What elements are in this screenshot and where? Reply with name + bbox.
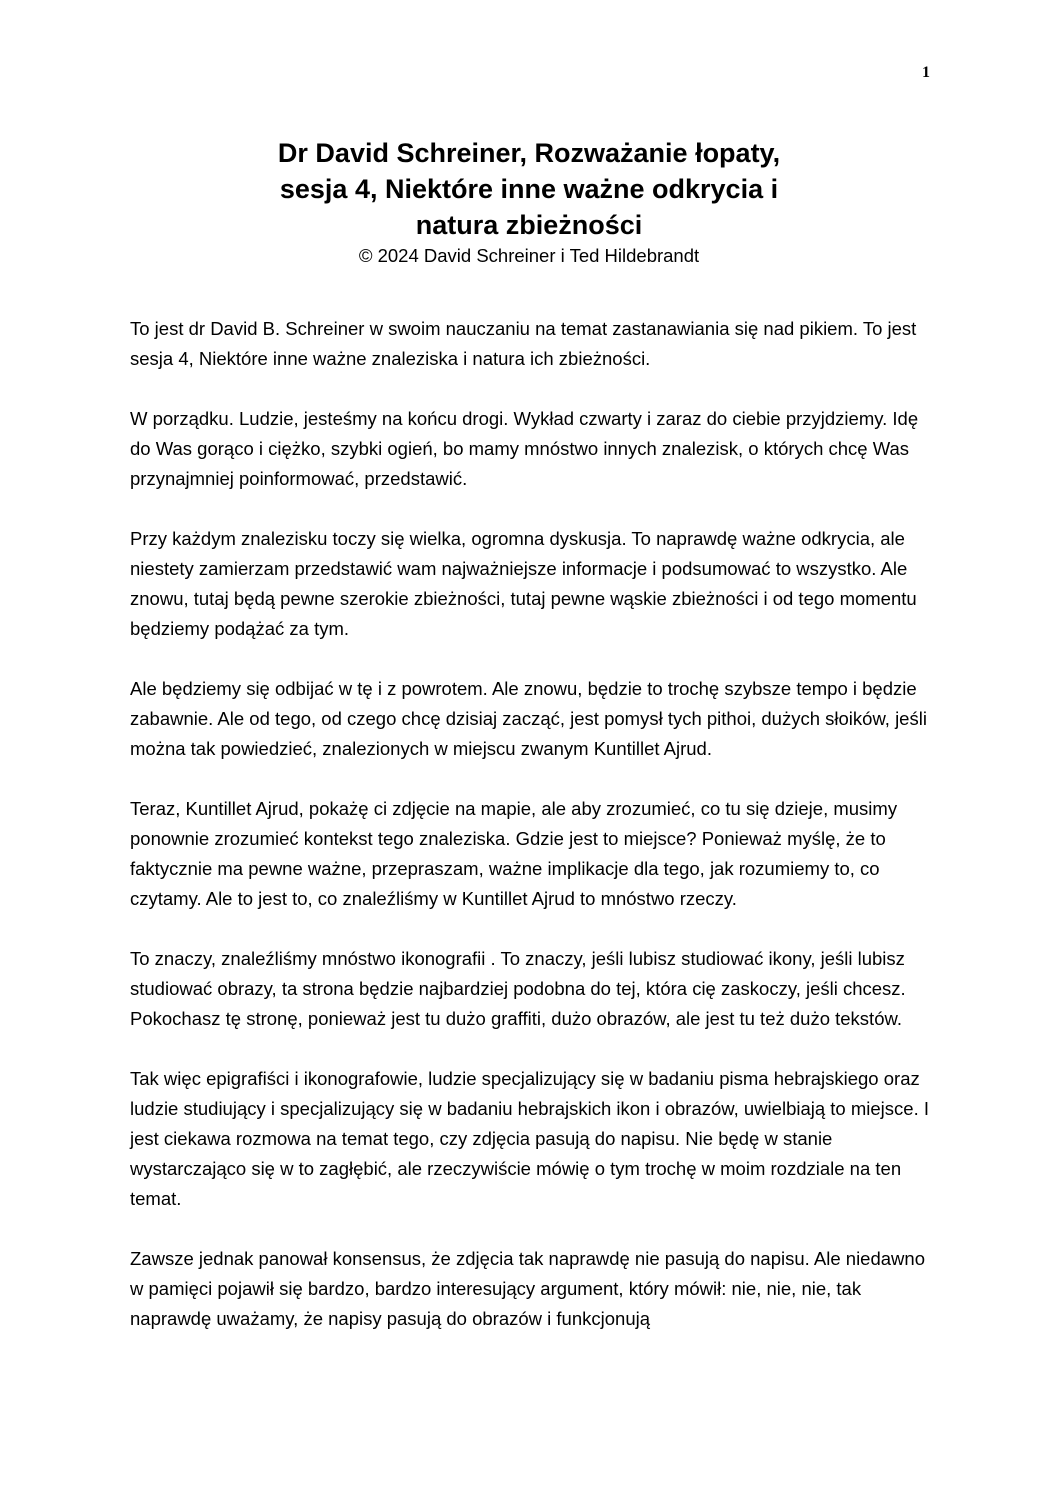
document-title	[130, 135, 928, 243]
paragraph: Ale będziemy się odbijać w tę i z powrotem. Ale znowu, będzie to trochę szybsze tempo i będzie zabawnie. Ale od tego, od czego chcę dzisiaj zacząć, jest pomysł tych pithoi, dużych słoików, jeśli można tak powiedzieć, znalezionych w miejscu zwanym Kuntillet Ajrud.	[130, 678, 927, 759]
paragraph: W porządku. Ludzie, jesteśmy na końcu drogi. Wykład czwarty i zaraz do ciebie przyjdziemy. Idę do Was gorąco i ciężko, szybki ogień, bo mamy mnóstwo innych znalezisk, o których chcę Was przynajmniej poinformować, przedstawić.	[130, 408, 919, 489]
title-line: sesja 4, Niektóre inne ważne odkrycia i	[279, 174, 779, 204]
page-number: 1	[922, 64, 930, 81]
paragraph: Zawsze jednak panował konsensus, że zdjęcia tak naprawdę nie pasują do napisu. Ale niedawno w pamięci pojawił się bardzo, bardzo interesujący argument, który mówił: nie, nie, nie, tak naprawdę uważamy, że napisy pasują do obrazów i funkcjonują	[130, 1248, 925, 1329]
paragraph: Teraz, Kuntillet Ajrud, pokażę ci zdjęcie na mapie, ale aby zrozumieć, co tu się dzieje, musimy ponownie zrozumieć kontekst tego znaleziska. Gdzie jest to miejsce? Ponieważ myślę, że to faktycznie ma pewne ważne, przepraszam, ważne implikacje dla tego, jak rozumiemy to, co czytamy. Ale to jest to, co znaleźliśmy w Kuntillet Ajrud to mnóstwo rzeczy.	[130, 798, 898, 909]
paragraph: Tak więc epigrafiści i ikonografowie, ludzie specjalizujący się w badaniu pisma hebrajskiego oraz ludzie studiujący i specjalizujący się w badaniu hebrajskich ikon i obrazów, uwielbiają to miejsce. I jest ciekawa rozmowa na temat tego, czy zdjęcia pasują do napisu. Nie będę w stanie wystarczająco się w to zagłębić, ale rzeczywiście mówię o tym trochę w moim rozdziale na ten temat.	[130, 1068, 929, 1209]
copyright-line: © 2024 David Schreiner i Ted Hildebrandt	[358, 245, 700, 266]
body-text	[130, 314, 930, 1364]
title-block	[130, 135, 928, 269]
title-line: Dr David Schreiner, Rozważanie łopaty,	[277, 138, 781, 168]
paragraph: Przy każdym znalezisku toczy się wielka, ogromna dyskusja. To naprawdę ważne odkrycia, ale niestety zamierzam przedstawić wam najważniejsze informacje i podsumować to wszystko. Ale znowu, tutaj będą pewne szerokie zbieżności, tutaj pewne wąskie zbieżności i od tego momentu będziemy podążać za tym.	[130, 528, 917, 639]
title-line: natura zbieżności	[415, 210, 643, 240]
paragraph: To znaczy, znaleźliśmy mnóstwo ikonografii . To znaczy, jeśli lubisz studiować ikony, jeśli lubisz studiować obrazy, ta strona będzie najbardziej podobna do tej, która cię zaskoczy, jeśli chcesz. Pokochasz tę stronę, ponieważ jest tu dużo graffiti, dużo obrazów, ale jest tu też dużo tekstów.	[130, 948, 906, 1029]
paragraph: To jest dr David B. Schreiner w swoim nauczaniu na temat zastanawiania się nad pikiem. To jest sesja 4, Niektóre inne ważne znaleziska i natura ich zbieżności.	[130, 318, 917, 369]
